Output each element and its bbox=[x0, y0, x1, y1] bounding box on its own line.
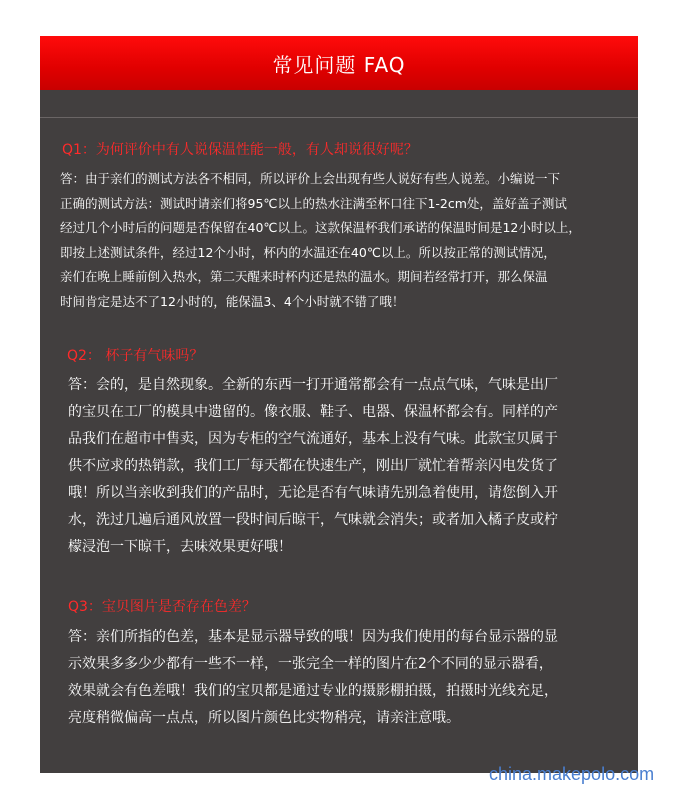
answer-line: 檬浸泡一下晾干，去味效果更好哦！ bbox=[68, 539, 292, 555]
answer-line: 亲们在晚上睡前倒入热水，第二天醒来时杯内还是热的温水。期间若经常打开，那么保温 bbox=[60, 269, 548, 285]
divider bbox=[40, 117, 638, 118]
answer-line: 时间肯定是达不了12小时的，能保温3、4个小时就不错了哦！ bbox=[60, 293, 405, 309]
answer-line: 正确的测试方法：测试时请亲们将95℃以上的热水注满至杯口往下1-2cm处，盖好盖子测试 bbox=[60, 195, 567, 211]
answer-line: 答：会的，是自然现象。全新的东西一打开通常都会有一点点气味，气味是出厂 bbox=[68, 377, 558, 393]
answer-line: 的宝贝在工厂的模具中遗留的。像衣服、鞋子、电器、保温杯都会有。同样的产 bbox=[68, 404, 558, 420]
answer-line: 即按上述测试条件，经过12个小时，杯内的水温还在40℃以上。所以按正常的测试情况， bbox=[60, 244, 556, 260]
answer-line: 答：亲们所指的色差，基本是显示器导致的哦！因为我们使用的每台显示器的显 bbox=[68, 629, 558, 645]
faq-title: 常见问题 FAQ bbox=[272, 52, 406, 77]
faq-question-3: Q3：宝贝图片是否存在色差？ bbox=[68, 599, 256, 615]
faq-panel bbox=[40, 36, 638, 773]
faq-answer-2 bbox=[68, 372, 558, 561]
answer-line: 答：由于亲们的测试方法各不相同，所以评价上会出现有些人说好有些人说差。小编说一下 bbox=[60, 171, 561, 186]
faq-question-2: Q2： 杯子有气味吗？ bbox=[67, 348, 204, 364]
answer-line: 亮度稍微偏高一点点，所以图片颜色比实物稍亮，请亲注意哦。 bbox=[68, 710, 460, 726]
faq-header bbox=[40, 36, 638, 90]
answer-line: 效果就会有色差哦！我们的宝贝都是通过专业的摄影棚拍摄，拍摄时光线充足， bbox=[68, 683, 558, 699]
answer-line: 品我们在超市中售卖，因为专柜的空气流通好，基本上没有气味。此款宝贝属于 bbox=[68, 431, 558, 447]
answer-line: 哦！所以当亲收到我们的产品时，无论是否有气味请先别急着使用，请您倒入开 bbox=[68, 485, 558, 501]
answer-line: 水，洗过几遍后通风放置一段时间后晾干，气味就会消失；或者加入橘子皮或柠 bbox=[68, 512, 558, 528]
answer-line: 供不应求的热销款，我们工厂每天都在快速生产，刚出厂就忙着帮亲闪电发货了 bbox=[68, 458, 558, 474]
faq-answer-3 bbox=[68, 624, 558, 732]
faq-answer-1 bbox=[60, 167, 581, 315]
answer-line: 经过几个小时后的问题是否保留在40℃以上。这款保温杯我们承诺的保温时间是12小时以上， bbox=[60, 220, 581, 236]
answer-line: 示效果多多少少都有一些不一样，一张完全一样的图片在2个不同的显示器看， bbox=[68, 656, 553, 672]
faq-question-1: Q1：为何评价中有人说保温性能一般，有人却说很好呢？ bbox=[62, 142, 418, 158]
watermark-text: china.makepolo.com bbox=[489, 764, 655, 784]
